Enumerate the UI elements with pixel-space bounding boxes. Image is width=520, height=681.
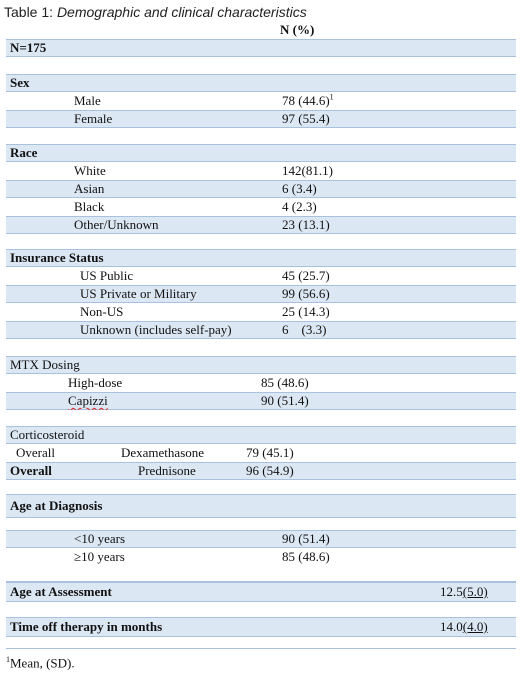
race-label: Other/Unknown	[74, 217, 159, 232]
sex-male-value: 78 $(44.6)^1$	[282, 92, 334, 108]
insurance-label: US Private or Military	[80, 286, 197, 301]
table-row	[6, 110, 516, 128]
total-row	[6, 39, 516, 57]
spacer-row	[6, 410, 516, 426]
table-row	[6, 374, 516, 392]
race-value: 23 (13.1)	[282, 217, 330, 232]
table-row	[6, 321, 516, 339]
spacer-row	[6, 128, 516, 144]
table-row	[6, 530, 516, 548]
spacer-row	[6, 57, 516, 74]
race-label: Black	[74, 199, 105, 214]
footnote-text: Mean, (SD).	[10, 655, 75, 671]
race-label: White	[74, 163, 106, 178]
mtx-label: Capizzi	[68, 393, 108, 408]
race-value: 4 (2.3)	[282, 199, 317, 214]
timeoff-value: 14.0(4.0)	[440, 619, 488, 634]
caption-title: Demographic and clinical characteristics	[56, 4, 307, 20]
table-row	[6, 267, 516, 285]
insurance-value: 6 (3.3)	[282, 322, 327, 337]
footnote	[6, 655, 75, 671]
cortico-drug: Dexamethasone	[121, 445, 205, 460]
table-caption	[4, 4, 307, 20]
race-label: Asian	[74, 181, 105, 196]
mtx-label: High-dose	[68, 375, 123, 390]
table-row	[6, 548, 516, 566]
cortico-label: Overall	[16, 445, 55, 460]
table-row	[6, 92, 516, 110]
insurance-value: 25 (14.3)	[282, 304, 330, 319]
cortico-heading: Corticosteroid	[10, 427, 85, 442]
cortico-label: Overall	[10, 463, 52, 478]
race-value: 142(81.1)	[282, 163, 333, 178]
sex-heading: Sex	[10, 75, 30, 90]
mtx-value: 85 (48.6)	[261, 375, 309, 390]
footnote-marker: 1	[329, 92, 334, 102]
cortico-heading-row	[6, 426, 516, 444]
sex-male-label: Male	[74, 93, 101, 108]
spacer-row	[6, 234, 516, 249]
race-heading-row	[6, 144, 516, 162]
cortico-value: 96 (54.9)	[246, 463, 294, 478]
agedx-value: 85 (48.6)	[282, 549, 330, 564]
insurance-label: US Public	[80, 268, 134, 283]
insurance-label: Unknown (includes self-pay)	[80, 322, 232, 337]
insurance-heading: Insurance Status	[10, 250, 104, 265]
caption-label: Table 1:	[4, 4, 54, 20]
mtx-value: 90 (51.4)	[261, 393, 309, 408]
agedx-label: <10 years	[74, 531, 126, 546]
table-row	[6, 444, 516, 462]
spacer-row	[6, 637, 516, 649]
agedx-heading-row	[6, 494, 516, 518]
table-row	[6, 303, 516, 321]
agedx-value: 90 (51.4)	[282, 531, 330, 546]
insurance-value: 99 (56.6)	[282, 286, 330, 301]
race-value: 6 (3.4)	[282, 181, 317, 196]
table-row	[6, 180, 516, 198]
header-n-pct: N (%)	[280, 22, 315, 37]
ageassess-row	[6, 582, 516, 602]
mtx-heading-row	[6, 356, 516, 374]
spacer-row	[6, 566, 516, 582]
timeoff-label: Time off therapy in months	[10, 619, 163, 634]
insurance-label: Non-US	[80, 304, 124, 319]
header-row	[6, 21, 516, 39]
table-row	[6, 198, 516, 216]
spacer-row	[6, 339, 516, 356]
spacer-row	[6, 602, 516, 617]
insurance-heading-row	[6, 249, 516, 267]
timeoff-row	[6, 617, 516, 637]
cortico-value: 79 (45.1)	[246, 445, 294, 460]
agedx-label: ≥10 years	[74, 549, 125, 564]
sex-female-label: Female	[74, 111, 113, 126]
sex-female-value: 97 (55.4)	[282, 111, 330, 126]
sex-heading-row	[6, 74, 516, 92]
ageassess-value: 12.5(5.0)	[440, 584, 488, 599]
footnote-marker: 1	[6, 655, 10, 664]
agedx-heading: Age at Diagnosis	[10, 498, 103, 513]
table-row	[6, 216, 516, 234]
cortico-drug: Prednisone	[138, 463, 196, 478]
total-label: N=175	[10, 40, 47, 55]
spacer-row	[6, 480, 516, 494]
ageassess-label: Age at Assessment	[10, 584, 112, 599]
table-row	[6, 462, 516, 480]
table-row	[6, 392, 516, 410]
table-row	[6, 285, 516, 303]
race-heading: Race	[10, 145, 38, 160]
insurance-value: 45 (25.7)	[282, 268, 330, 283]
table-row	[6, 162, 516, 180]
mtx-heading: MTX Dosing	[10, 357, 80, 372]
spacer-row	[6, 518, 516, 530]
